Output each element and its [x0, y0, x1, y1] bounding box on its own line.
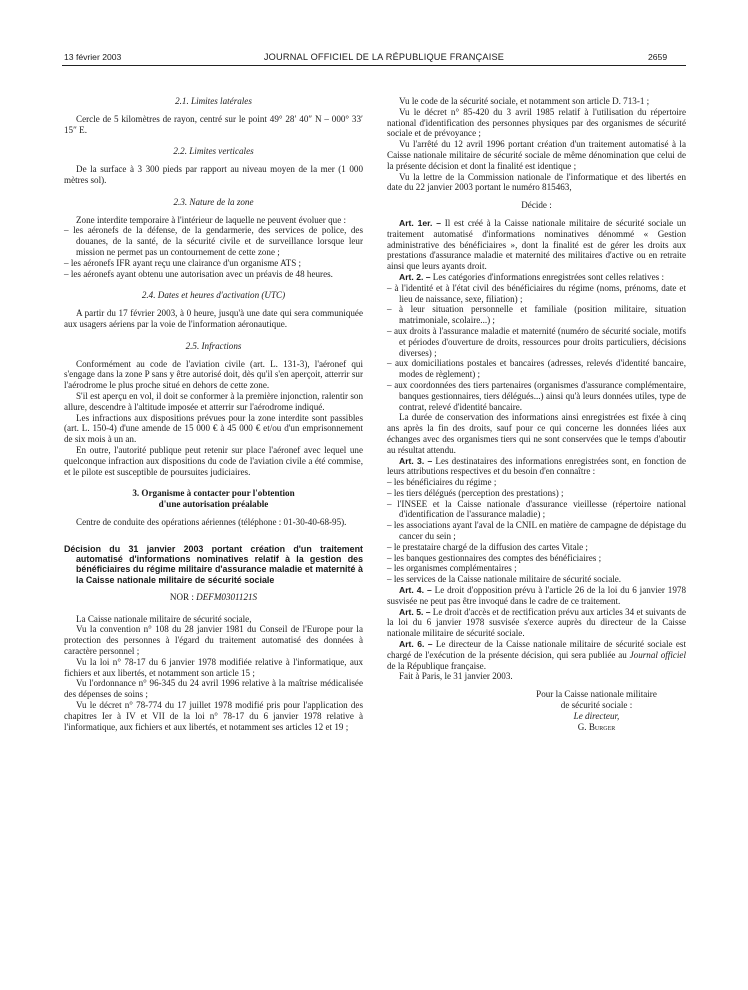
- list-item: – à l'identité et à l'état civil des bénéficiaires du régime (noms, prénoms, date et lieu de naissance, sexe, filiation) ;: [387, 283, 686, 305]
- list-item: – aux droits à l'assurance maladie et maternité (numéro de sécurité sociale, motifs et périodes d'ouverture de droits, ressources pour droits particuliers, décisions diverses) ;: [387, 326, 686, 358]
- section-3-text: Centre de conduite des opérations aériennes (téléphone : 01-30-40-68-95).: [76, 516, 347, 527]
- article-2-retention: La durée de conservation des informations ainsi enregistrées est fixée à cinq ans après la fin des droits, sauf pour ce qui concerne les données liées aux échanges avec des organismes tiers qui ne sont conservées que le temps d'aboutir au résultat attendu.: [387, 412, 686, 455]
- signature-line: Pour la Caisse nationale militaire: [536, 689, 657, 700]
- section-2-5-paragraph: S'il est aperçu en vol, il doit se conformer à la première injonction, ralentir son allure, descendre à l'altitude imposée et atterrir sur l'aérodrome indiqué.: [64, 390, 363, 412]
- left-column: [64, 96, 363, 732]
- vu-paragraph: Vu la convention n° 108 du 28 janvier 1981 du Conseil de l'Europe pour la protection des personnes à l'égard du traitement automatisé des données à caractère personnel ;: [64, 624, 363, 657]
- section-2-1-text: Cercle de 5 kilomètres de rayon, centré sur le point 49° 28′ 40″ N – 000° 33′ 15″ E.: [64, 113, 363, 135]
- signature-place-date: Fait à Paris, le 31 janvier 2003.: [399, 671, 513, 682]
- signature-line: de sécurité sociale :: [560, 700, 633, 711]
- section-2-4-title: 2.4. Dates et heures d'activation (UTC): [141, 290, 286, 301]
- section-2-5-paragraph: En outre, l'autorité publique peut retenir sur place l'aéronef avec lequel une quelconque infraction aux dispositions du code de l'aviation civile a été commise, et le pilote est susceptible de poursuites judiciaires.: [64, 444, 363, 477]
- list-item: – l'INSEE et la Caisse nationale d'assurance vieillesse (répertoire national d'identification de l'assurance maladie) ;: [387, 499, 686, 521]
- article-1: Art. 1er. – Il est créé à la Caisse nationale militaire de sécurité sociale un traitement automatisé d'informations nominatives dénommé « Gestion administrative des bénéficiaires », dont la finalité est de gérer les droits aux prestations d'assurance maladie et maternité des militaires d'active ou en retraite ainsi que leurs ayants droit.: [387, 217, 686, 272]
- vu-paragraph: Vu la lettre de la Commission nationale de l'informatique et des libertés en date du 22 janvier 2003 portant le numéro 815463,: [387, 171, 686, 193]
- list-item: – les bénéficiaires du régime ;: [387, 477, 686, 488]
- article-6: Art. 6. – Le directeur de la Caisse nationale militaire de sécurité sociale est chargé de l'exécution de la présente décision, qui sera publiée au Journal officiel de la République française.: [387, 639, 686, 671]
- article-4: Art. 4. – Le droit d'opposition prévu à l'article 26 de la loi du 6 janvier 1978 susvisée ne peut pas être invoqué dans le cadre de ce traitement.: [387, 585, 686, 606]
- list-item: – aux coordonnées des tiers partenaires (organismes d'assurance complémentaire, banques gestionnaires, tiers délégués...) ainsi qu'à leurs données utiles, type de contrat, relevé d'identité bancaire.: [387, 380, 686, 412]
- section-2-2-title: 2.2. Limites verticales: [173, 146, 254, 157]
- signature-title: Le directeur,: [573, 710, 620, 721]
- article-2-list: [387, 283, 686, 413]
- article-5: Art. 5. – Le droit d'accès et de rectification prévu aux articles 34 et suivants de la loi du 6 janvier 1978 susvisée s'exerce auprès du directeur de la Caisse nationale militaire de sécurité sociale.: [387, 606, 686, 639]
- signatory-name: G. Burger: [577, 721, 616, 732]
- header-date: 13 février 2003: [64, 52, 122, 62]
- list-item: – les tiers délégués (perception des prestations) ;: [387, 488, 686, 499]
- nor-reference: NOR : DEFM0301121S: [169, 591, 258, 602]
- decision-title: Décision du 31 janvier 2003 portant création d'un traitement automatisé d'informations nominatives relatif à la gestion des bénéficiaires du régime militaire d'assurance maladie et maternité à la Caisse nationale militaire de sécurité sociale: [64, 543, 363, 585]
- list-item: – les services de la Caisse nationale militaire de sécurité sociale.: [387, 574, 686, 585]
- page-number: 2659: [648, 52, 668, 62]
- vu-paragraph: Vu la loi n° 78-17 du 6 janvier 1978 modifiée relative à l'informatique, aux fichiers et aux libertés, et notamment son article 15 ;: [64, 656, 363, 678]
- vu-paragraph: Vu le décret n° 85-420 du 3 avril 1985 relatif à l'utilisation du répertoire national d'identification des personnes physiques par des organismes de sécurité sociale et de prévoyance ;: [387, 106, 686, 139]
- right-column: [387, 96, 686, 732]
- section-2-2-text: De la surface à 3 300 pieds par rapport au niveau moyen de la mer (1 000 mètres sol).: [64, 164, 363, 185]
- section-2-3-title: 2.3. Nature de la zone: [173, 196, 254, 207]
- list-item: – aux domiciliations postales et bancaires (adresses, relevés d'identité bancaire, modes de règlement) ;: [387, 358, 686, 380]
- section-2-5-paragraph: Les infractions aux dispositions prévues pour la zone interdite sont passibles (art. L. 150-4) d'une amende de 15 000 € à 45 000 € et/ou d'un emprisonnement de six mois à un an.: [64, 412, 363, 445]
- section-2-5-paragraph: Conformément au code de l'aviation civile (art. L. 131-3), l'aéronef qui s'engage dans la zone P sans y être autorisé doit, dès qu'il s'en aperçoit, atterrir sur l'aérodrome le plus proche situé en dehors de cette zone.: [64, 358, 363, 391]
- vu-paragraph: Vu le décret n° 78-774 du 17 juillet 1978 modifié pris pour l'application des chapitres Ier à IV et VII de la loi n° 78-17 du 6 janvier 1978 relative à l'informatique, aux fichiers et aux libertés, et notamment ses articles 12 et 19 ;: [64, 700, 363, 732]
- section-2-4-text: A partir du 17 février 2003, à 0 heure, jusqu'à une date qui sera communiquée aux usagers aériens par la voie de l'information aéronautique.: [64, 308, 363, 329]
- section-3-title: 3. Organisme à contacter pour l'obtention d'une autorisation préalable: [132, 488, 295, 510]
- section-2-5-title: 2.5. Infractions: [185, 340, 242, 351]
- article-3: Art. 3. – Les destinataires des informations enregistrées sont, en fonction de leurs attributions respectives et du besoin d'en connaître :: [387, 455, 686, 477]
- section-2-3-intro: Zone interdite temporaire à l'intérieur de laquelle ne peuvent évoluer que :: [76, 214, 347, 225]
- vu-paragraph: Vu l'ordonnance n° 96-345 du 24 avril 1996 relative à la maîtrise médicalisée des dépenses de soins ;: [64, 678, 363, 700]
- list-item: – les associations ayant l'aval de la CNIL en matière de campagne de dépistage du cancer du sein ;: [387, 520, 686, 542]
- article-2: Art. 2. – Les catégories d'informations enregistrées sont celles relatives :: [399, 271, 664, 282]
- article-3-list: [387, 477, 686, 585]
- vu-paragraph: Vu le code de la sécurité sociale, et notamment son article D. 713-1 ;: [399, 96, 650, 106]
- section-2-1-title: 2.1. Limites latérales: [175, 96, 252, 106]
- list-item: – à leur situation personnelle et familiale (position militaire, situation matrimoniale, scolaire...) ;: [387, 304, 686, 326]
- header-title: JOURNAL OFFICIEL DE LA RÉPUBLIQUE FRANÇAISE: [263, 52, 505, 62]
- list-item: – les aéronefs ayant obtenu une autorisation avec un préavis de 48 heures.: [64, 269, 363, 280]
- vu-paragraph: Vu l'arrêté du 12 avril 1996 portant création d'un traitement automatisé à la Caisse nationale militaire de sécurité sociale de même dénomination que celui de la présente décision et dont la finalité est identique ;: [387, 139, 686, 171]
- list-item: – les banques gestionnaires des comptes des bénéficiaires ;: [387, 553, 686, 564]
- list-item: – les organismes complémentaires ;: [387, 563, 686, 574]
- section-2-3-list: [64, 225, 363, 279]
- decision-intro: La Caisse nationale militaire de sécurité sociale,: [76, 613, 252, 624]
- list-item: – les aéronefs IFR ayant reçu une clairance d'un organisme ATS ;: [64, 258, 363, 269]
- header-rule: [62, 65, 686, 66]
- list-item: – les aéronefs de la défense, de la gendarmerie, des services de police, des douanes, de la santé, de la sécurité civile et de surveillance lorsque leur mission ne permet pas un contournement de cette zone ;: [64, 225, 363, 257]
- decide-heading: Décide :: [521, 200, 552, 211]
- list-item: – le prestataire chargé de la diffusion des cartes Vitale ;: [387, 542, 686, 553]
